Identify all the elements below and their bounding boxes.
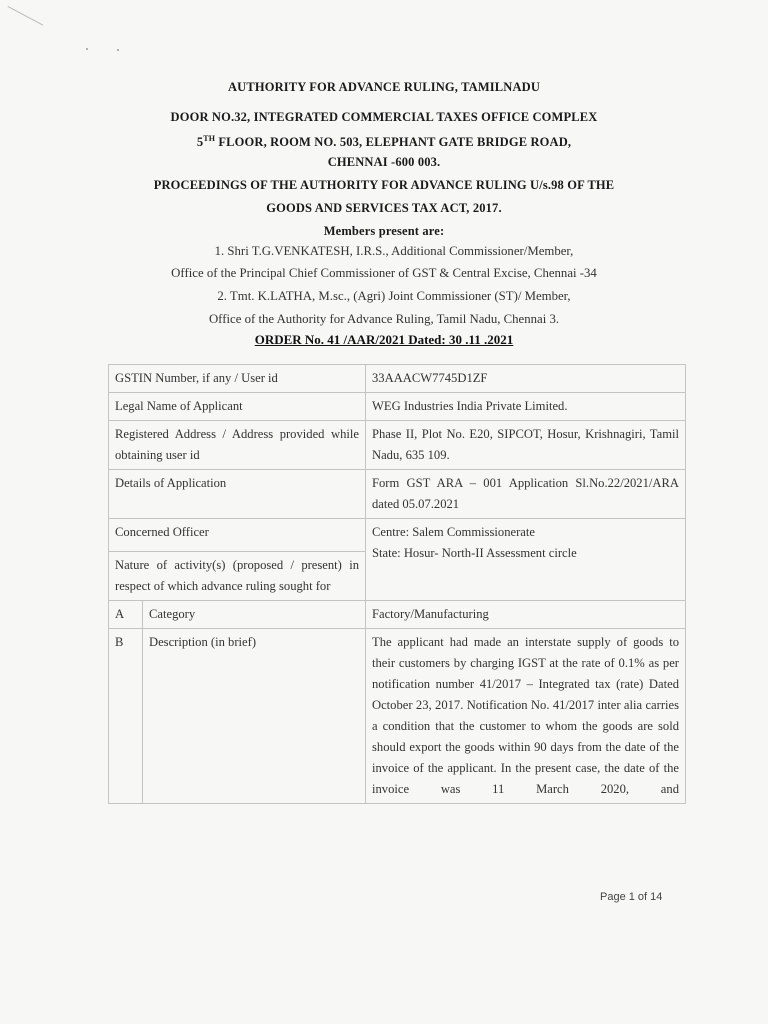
nature-of-activity-label: Nature of activity(s) (proposed / present) in respect of which advance ruling sought for (109, 552, 366, 601)
officer-label: Concerned Officer (109, 519, 366, 552)
authority-title: AUTHORITY FOR ADVANCE RULING, TAMILNADU (227, 80, 540, 94)
legal-name-label: Legal Name of Applicant (109, 393, 366, 421)
member-2-line-1: 2. Tmt. K.LATHA, M.sc., (Agri) Joint Commissioner (ST)/ Member, (217, 289, 571, 303)
scan-speck (117, 49, 119, 51)
address-line-2 (0, 134, 768, 150)
members-heading: Members present are: (323, 224, 445, 238)
order-number-text: ORDER No. 41 /AAR/2021 Dated: 30 .11 .2021 (254, 332, 514, 347)
proceedings-line-1: PROCEEDINGS OF THE AUTHORITY FOR ADVANCE RULING U/s.98 OF THE (153, 178, 615, 192)
table-row (109, 519, 686, 552)
scan-speck (86, 48, 88, 50)
table-row (109, 629, 686, 804)
gstin-label: GSTIN Number, if any / User id (109, 365, 366, 393)
member-1-line-1: 1. Shri T.G.VENKATESH, I.R.S., Additional Commissioner/Member, (214, 244, 574, 258)
proceedings-line-2: GOODS AND SERVICES TAX ACT, 2017. (266, 201, 502, 215)
officer-value (366, 519, 686, 601)
officer-state: State: Hosur- North-II Assessment circle (372, 546, 577, 560)
table-row (109, 421, 686, 470)
address-line-1: DOOR NO.32, INTEGRATED COMMERCIAL TAXES OFFICE COMPLEX (170, 110, 598, 124)
member-1-line-2: Office of the Principal Chief Commissioner of GST & Central Excise, Chennai -34 (171, 266, 597, 280)
member-2-line-2: Office of the Authority for Advance Ruling, Tamil Nadu, Chennai 3. (208, 312, 560, 326)
table-row (109, 393, 686, 421)
application-value: Form GST ARA – 001 Application Sl.No.22/2021/ARA dated 05.07.2021 (366, 470, 686, 519)
row-b-letter: B (109, 629, 143, 804)
floor-suffix: TH (203, 134, 216, 143)
row-a-letter: A (109, 601, 143, 629)
address-line-3: CHENNAI -600 003. (327, 155, 441, 169)
description-value: The applicant had made an interstate supply of goods to their customers by charging IGST at the rate of 0.1% as per notification number 41/2017 – Integrated tax (rate) Dated October 23, 2017. Notification No. 41/2017 inter alia carries a condition that the customer to whom the goods are sold should export the goods within 90 days from the date of the invoice of the applicant. In the present case, the date of the invoice was 11 March 2020, and (366, 629, 686, 804)
table-row (109, 365, 686, 393)
scan-corner-mark (0, 6, 43, 56)
table-row (109, 470, 686, 519)
legal-name-value: WEG Industries India Private Limited. (366, 393, 686, 421)
officer-centre: Centre: Salem Commissionerate (372, 525, 535, 539)
order-number (0, 332, 768, 348)
table-row (109, 601, 686, 629)
page-number: Page 1 of 14 (600, 891, 663, 903)
category-label: Category (143, 601, 366, 629)
application-details-table (108, 364, 686, 804)
address-label: Registered Address / Address provided while obtaining user id (109, 421, 366, 470)
description-label: Description (in brief) (143, 629, 366, 804)
application-label: Details of Application (109, 470, 366, 519)
address-value: Phase II, Plot No. E20, SIPCOT, Hosur, Krishnagiri, Tamil Nadu, 635 109. (366, 421, 686, 470)
address-line-2-rest: FLOOR, ROOM NO. 503, ELEPHANT GATE BRIDGE ROAD, (215, 135, 572, 150)
category-value: Factory/Manufacturing (366, 601, 686, 629)
gstin-value: 33AAACW7745D1ZF (366, 365, 686, 393)
floor-number: 5 (196, 135, 204, 150)
